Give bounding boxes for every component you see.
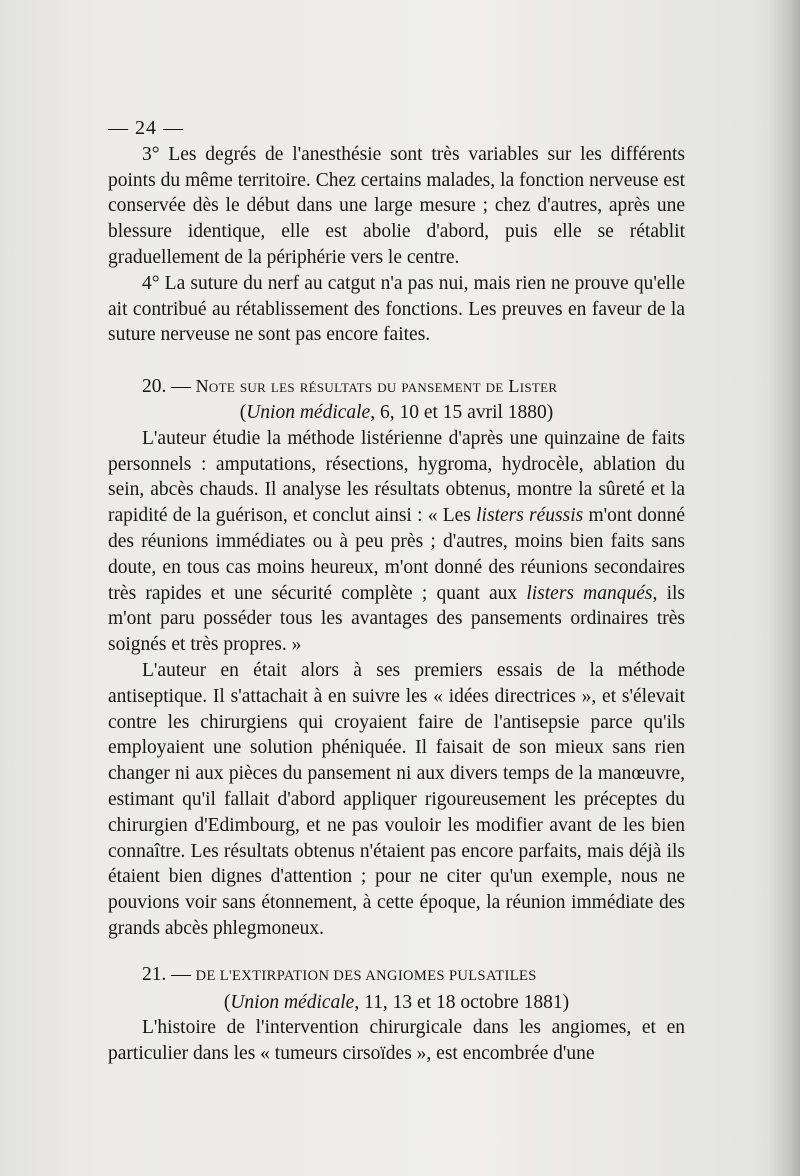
section-20-heading — [108, 374, 685, 400]
section-20-number: 20. — — [142, 376, 191, 398]
text-run: L'auteur étudie la méthode listérienne d'après une quinzaine de faits personnels : amputations, résections, hygroma, hydrocèle, ablation du sein, abcès chauds. Il analyse les résultats obtenus, montre la sûreté et la rapidité de la guérison, et conclut ainsi : « Les — [108, 427, 685, 527]
section-20-title: Note sur les résultats du pansement de Lister — [195, 376, 558, 397]
section-20-journal: Union médicale — [246, 401, 371, 423]
page-number: — 24 — — [108, 117, 184, 139]
section-21-title: DE L'EXTIRPATION DES ANGIOMES PULSATILES — [195, 967, 537, 984]
section-20-paragraph-2: L'auteur en était alors à ses premiers essais de la méthode antiseptique. Il s'attachait à en suivre les « idées directrices », et s'élevait contre les chirurgiens qui croyaient faire de l'antisepsie parce qu'ils employaient une solution phéniquée. Il faisait de son mieux sans rien changer ni aux pièces du pansement ni aux divers temps de la manœuvre, estimant qu'il fallait d'abord appliquer rigoureusement les préceptes du chirurgien d'Edimbourg, et ne pas vouloir les modifier avant de les bien connaître. Les résultats obtenus n'étaient pas encore parfaits, mais déjà ils étaient bien dignes d'attention ; pour ne citer qu'un exemple, nous ne pouvions voir sans étonnement, à cette époque, la réunion immédiate des grands abcès phlegmoneux. — [108, 659, 685, 939]
page-fold-shadow — [768, 0, 800, 1176]
text-run: , ils m'ont paru posséder tous les avantages des pansements ordinaires très soignés et très propres. » — [108, 582, 685, 656]
section-20-paragraph-1 — [108, 426, 685, 658]
section-21-journal: Union médicale — [230, 991, 355, 1013]
section-21-citation: (Union médicale, 11, 13 et 18 octobre 1881) — [223, 991, 570, 1013]
text-run: m'ont donné des réunions immédiates ou à peu près ; d'autres, moins bien faits sans doute, en tous cas moins heureux, m'ont donné des réunions secondaires très rapides et une sécurité complète ; quant aux — [108, 505, 685, 604]
section-21-citation-details: , 11, 13 et 18 octobre 1881) — [354, 991, 570, 1013]
section-21-number: 21. — — [142, 963, 191, 985]
section-20-citation-details: , 6, 10 et 15 avril 1880) — [370, 401, 554, 423]
section-20-citation: (Union médicale, 6, 10 et 15 avril 1880) — [239, 401, 554, 423]
section-21-heading — [108, 962, 685, 990]
paragraph-point-3: 3° Les degrés de l'anesthésie sont très variables sur les différents points du même territoire. Chez certains malades, la fonction nerveuse est conservée dès le début dans une large mesure ; chez d'autres, après une blessure identique, elle est abolie d'abord, puis elle se rétablit graduellement de la périphérie vers le centre. — [108, 143, 685, 268]
page-text-block — [108, 116, 685, 1067]
emphasis-listers-reussis: listers réussis — [476, 505, 584, 527]
paragraph-point-4: 4° La suture du nerf au catgut n'a pas nui, mais rien ne prouve qu'elle ait contribué au rétablissement des fonctions. Les preuves en faveur de la suture nerveuse ne sont pas encore faites. — [108, 272, 685, 346]
emphasis-listers-manques: listers manqués — [526, 582, 653, 604]
section-21-paragraph-1: L'histoire de l'intervention chirurgicale dans les angiomes, et en particulier dans les « tumeurs cirsoïdes », est encombrée d'une — [108, 1017, 685, 1065]
